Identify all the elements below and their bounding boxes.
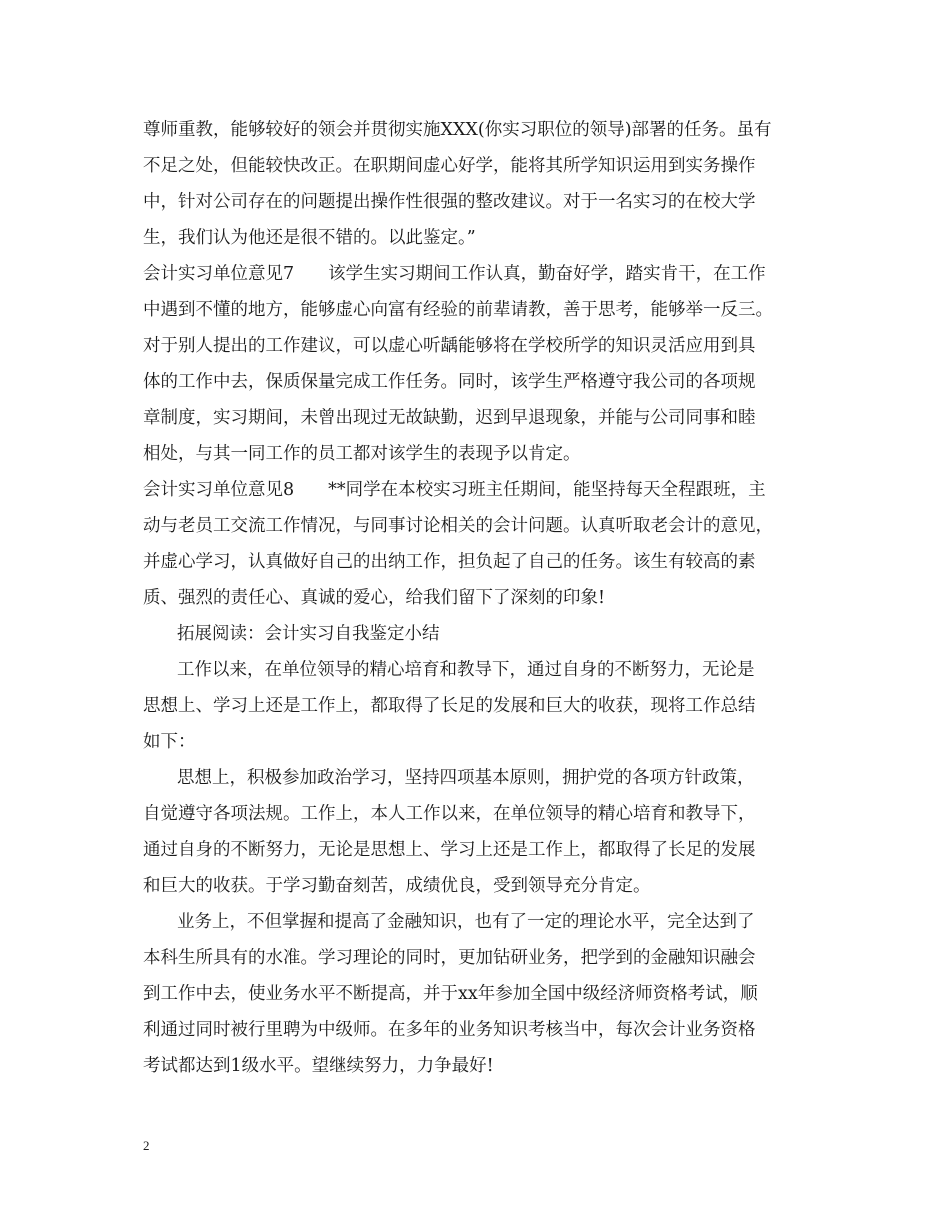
text-line: 生，我们认为他还是很不错的。以此鉴定。” [143, 228, 476, 248]
text-line: 利通过同时被行里聘为中级师。在多年的业务知识考核当中，每次会计业务资格 [143, 1020, 756, 1040]
text-line: 对于别人提出的工作建议，可以虚心听龋能够将在学校所学的知识灵活应用到具 [143, 336, 756, 356]
text-line: 中遇到不懂的地方，能够虚心向富有经验的前辈请教，善于思考，能够举一反三。 [143, 300, 773, 320]
section-8-text: **同学在本校实习班主任期间，能坚持每天全程跟班，主 [328, 480, 766, 500]
text-line: 考试都达到1级水平。望继续努力，力争最好! [143, 1056, 494, 1076]
text-line: 业务上，不但掌握和提高了金融知识，也有了一定的理论水平，完全达到了 [177, 912, 755, 932]
page-number: 2 [143, 1138, 150, 1153]
text-line: 思想上、学习上还是工作上，都取得了长足的发展和巨大的收获，现将工作总结 [143, 696, 756, 716]
text-line: 本科生所具有的水准。学习理论的同时，更加钻研业务，把学到的金融知识融会 [143, 948, 756, 968]
section-8-first-line [143, 472, 827, 508]
section-8-heading: 会计实习单位意见8 [143, 480, 295, 500]
text-line: 不足之处，但能较快改正。在职期间虚心好学，能将其所学知识运用到实务操作 [143, 156, 756, 176]
text-line: 自觉遵守各项法规。工作上，本人工作以来，在单位领导的精心培育和教导下， [143, 804, 756, 824]
text-line: 思想上，积极参加政治学习，坚持四项基本原则，拥护党的各项方针政策， [177, 768, 755, 788]
text-line: 并虚心学习，认真做好自己的出纳工作，担负起了自己的任务。该生有较高的素 [143, 552, 756, 572]
section-7-first-line [143, 256, 827, 292]
text-line: 尊师重教，能够较好的领会并贯彻实施XXX(你实习职位的领导)部署的任务。虽有 [143, 120, 772, 140]
text-line: 到工作中去，使业务水平不断提高，并于xx年参加全国中级经济师资格考试，顺 [143, 984, 758, 1004]
text-line: 工作以来，在单位领导的精心培育和教导下，通过自身的不断努力，无论是 [177, 660, 755, 680]
extended-reading-title: 拓展阅读：会计实习自我鉴定小结 [177, 624, 440, 644]
section-7-heading: 会计实习单位意见7 [143, 264, 295, 284]
text-line: 动与老员工交流工作情况，与同事讨论相关的会计问题。认真听取老会计的意见， [143, 516, 773, 536]
text-line: 质、强烈的责任心、真诚的爱心，给我们留下了深刻的印象! [143, 588, 606, 608]
text-line: 中，针对公司存在的问题提出操作性很强的整改建议。对于一名实习的在校大学 [143, 192, 756, 212]
section-7-text: 该学生实习期间工作认真，勤奋好学，踏实肯干，在工作 [328, 264, 766, 284]
document-body [143, 112, 827, 1084]
text-line: 通过自身的不断努力，无论是思想上、学习上还是工作上，都取得了长足的发展 [143, 840, 756, 860]
text-line: 体的工作中去，保质保量完成工作任务。同时，该学生严格遵守我公司的各项规 [143, 372, 756, 392]
text-line: 和巨大的收获。于学习勤奋刻苦，成绩优良，受到领导充分肯定。 [143, 876, 651, 896]
text-line: 相处，与其一同工作的员工都对该学生的表现予以肯定。 [143, 444, 581, 464]
text-line: 如下： [143, 732, 196, 752]
text-line: 章制度，实习期间，未曾出现过无故缺勤，迟到早退现象，并能与公司同事和睦 [143, 408, 756, 428]
